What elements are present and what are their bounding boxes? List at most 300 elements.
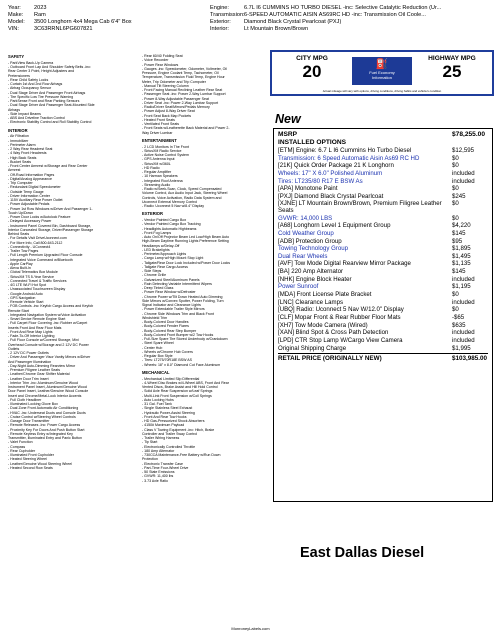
- equipment-item: - GPS Navigation: [8, 295, 36, 300]
- equipment-item: - Headlights Automatic Highbeams: [142, 226, 197, 231]
- option-description: Cold Weather Group: [278, 229, 334, 237]
- equipment-item: - Tires: LT275/70R18E BSW AS: [142, 358, 193, 363]
- equipment-item: - Part-Time Four-Wheel Drive: [142, 465, 189, 470]
- option-description: [ETM] Engine: 6.7 L I6 Cummins Ho Turbo Diesel: [278, 147, 412, 154]
- equipment-item: - Full Floor Console w/Covered Storage, Mini: [8, 338, 79, 343]
- equipment-item: - 180 Amp Alternator: [142, 448, 175, 453]
- option-price: $0: [452, 291, 459, 299]
- equipment-item: - Electronically Controlled Throttle: [142, 444, 196, 449]
- equipment-item: - Integrated Roof Antenna: [142, 178, 183, 183]
- equipment-item: - Bucket Seats: [8, 159, 32, 164]
- option-price: $145: [452, 229, 466, 237]
- year-value: 2023: [34, 5, 47, 11]
- option-description: [XJNE] LT Mountain Brown/Brown, Premium Filigree Leather Seats: [278, 200, 442, 214]
- equipment-item: - Leather/Genuine Wood Steering Wheel: [8, 461, 73, 466]
- options-table: [278, 132, 488, 364]
- equipment-item: - Power 1st Row Windows w/Driver And Passenger 1-: [8, 206, 93, 211]
- vehicle-identity: [8, 5, 198, 33]
- equipment-item: Side Mirrors w/Convex Spotter, Power Folding, Turn: [142, 298, 224, 303]
- equipment-item: - Body-Colored Front Bumper w/2 Tow Hooks: [142, 332, 214, 337]
- equipment-item: - Manual Tilt Steering Column: [142, 83, 189, 88]
- mpg-footnote: Actual mileage will vary with options, driving conditions, driving habits and vehicle's condition: [322, 89, 442, 93]
- equipment-item: - Center Hub: [142, 345, 163, 350]
- equipment-item: - SiriusXM Radio Service: [142, 148, 182, 153]
- option-price: included: [452, 177, 475, 185]
- standard-equipment-column-2: [142, 54, 266, 599]
- equipment-item: Interior Concealed Storage, Driver/Passenger Storage: [8, 227, 94, 232]
- equipment-item: - Auto On/Off Projector Beam Led Low/High Beam Auto: [142, 235, 230, 239]
- equipment-item: Temperature, Transmission Fluid Temp, Engine Hour: [142, 75, 225, 80]
- option-price: $1,895: [452, 245, 471, 253]
- make-value: Ram: [34, 12, 46, 18]
- exterior-row: [210, 19, 500, 26]
- option-row: [278, 201, 488, 215]
- option-price: $1,495: [452, 252, 471, 260]
- equipment-item: - Global Telematics Box Module: [8, 270, 58, 275]
- equipment-item: - Passenger Seat -inc: Power 2-Way Lumbar Support: [142, 92, 226, 97]
- equipment-item: Meter, Trip Odometer and Trip Computer: [142, 79, 206, 84]
- equipment-item: - ParkSense Front and Rear Parking Sensors: [8, 99, 80, 103]
- option-description: [ADB] Protection Group: [278, 237, 342, 245]
- city-mpg-value: 20: [302, 62, 322, 81]
- equipment-item: - Fade-To-Off Interior Lighting: [8, 334, 55, 338]
- option-description: [XH7] Tow Mode Camera (Wired): [278, 321, 368, 329]
- equipment-item: - Radio/Driver Seat/Mirrors/Pedals Memory: [142, 105, 210, 109]
- exterior-value: Diamond Black Crystal Pearlcoat (PXJ): [244, 19, 342, 25]
- city-mpg: [277, 55, 347, 81]
- vehicle-specs: [210, 5, 500, 33]
- equipment-item: - ABS And Driveline Traction Control: [8, 116, 65, 120]
- equipment-item: - Valet Function: [8, 440, 33, 445]
- equipment-item: Inserts Front And Rear Floor Mats: [8, 325, 62, 330]
- fuel-economy-badge-line1: Fuel Economy: [369, 70, 395, 75]
- equipment-item: - Trailer Tow Pages: [8, 249, 39, 253]
- equipment-item: - Immobilizer: [8, 138, 29, 143]
- option-description: [XAN] Blind Spot & Cross Path Detection: [278, 329, 389, 337]
- equipment-item: Protection: [142, 457, 158, 462]
- equipment-item: - Driver Seat -inc: Power 2-Way Lumbar Support: [142, 100, 219, 105]
- option-price: $4,220: [452, 222, 471, 230]
- equipment-item: - Deep Tinted Glass: [142, 286, 174, 290]
- equipment-item: - Heated Front Seats: [142, 117, 175, 122]
- equipment-item: - 4 Way Front Headrests: [8, 151, 47, 156]
- equipment-item: Transmitter, Illuminated Entry and Panic Button: [8, 436, 82, 440]
- equipment-item: - Power Adjustable Pedals: [8, 202, 50, 207]
- option-price: $0: [452, 306, 459, 314]
- equipment-item: - FOB Controls -inc: Keyfob Cargo Access and Keyfob: [8, 304, 94, 309]
- equipment-item: Vented Discs, Brake Assist and Hill Hold Control: [142, 385, 218, 389]
- equipment-item: - Curtain 1st And 2nd Row Airbags: [8, 82, 63, 86]
- equipment-item: - Side Steps: [142, 269, 162, 273]
- option-description: [AVF] Tow Mode Digital Rearview Mirror Package: [278, 260, 411, 268]
- option-price: $145: [452, 268, 466, 276]
- equipment-item: Outlets: [8, 346, 20, 351]
- equipment-item: - Front Facing Manual Reclining Leather Rear Seat: [142, 88, 223, 92]
- equipment-item: - Hydraulic Power-Assist Steering: [142, 410, 195, 415]
- equipment-item: - 4-Wheel Disc Brakes w/4-Wheel ABS, Front And Rear: [142, 380, 229, 385]
- option-price: -$65: [452, 313, 465, 321]
- equipment-item: - Front Fog Lamps: [142, 230, 172, 235]
- option-description: [MDA] Front License Plate Bracket: [278, 291, 372, 299]
- equipment-item: - Apple CarPlay: [8, 261, 33, 266]
- equipment-item: - Voice Recorder: [142, 58, 169, 63]
- option-price: $1,135: [452, 260, 471, 268]
- interior-row: [210, 26, 500, 33]
- equipment-item: - 730CCA Maintenance-Free Battery w/Run Down: [142, 453, 221, 457]
- model-row: [8, 19, 198, 26]
- equipment-item: - Airbag Occupancy Sensor: [8, 86, 52, 91]
- vin-value: 3C63RRNL6PG607821: [34, 26, 93, 32]
- option-description: Transmission: 6 Speed Automatic Aisin As69 RC HD: [278, 154, 420, 162]
- equipment-item: - Integrated Navigation System w/Voice Activation: [8, 312, 87, 317]
- equipment-item: - 2 LCD Monitors In The Front: [142, 144, 190, 149]
- retail-price-label: RETAIL PRICE (ORIGINALLY NEW): [278, 354, 450, 364]
- equipment-item: - Multi-Link Front Suspension w/Coil Springs: [142, 393, 212, 398]
- equipment-item: - Mechanical Limited Slip Differential: [142, 376, 200, 381]
- equipment-item: - Integrated Voice Command w/Bluetooth: [8, 257, 73, 262]
- equipment-item: - Redundant Digital Speedometer: [8, 185, 61, 190]
- model-label: Model:: [8, 19, 25, 25]
- equipment-item: - Tailgate/Rear Door Lock Included w/Power Door Locks: [142, 260, 231, 265]
- equipment-item: - Active Noise Control System: [142, 153, 189, 157]
- equipment-item: - Power Door Locks w/Autolock Feature: [8, 215, 71, 219]
- equipment-item: - Front Seat Back Map Pockets: [142, 113, 192, 118]
- fuel-economy-badge: [352, 57, 412, 85]
- equipment-item: - 3.73 Axle Ratio: [142, 478, 169, 483]
- equipment-item: - Heated Second Row Seats: [8, 465, 53, 470]
- equipment-item: - Heated Steering Wheel: [8, 457, 47, 462]
- option-price: included: [452, 298, 475, 306]
- option-description: Towing Technology Group: [278, 245, 349, 253]
- equipment-item: - Outside Temp Gauge: [8, 189, 44, 194]
- equipment-item: - Tip Start: [142, 440, 158, 445]
- option-price: $635: [452, 321, 466, 329]
- equipment-item: - Body-Colored Fender Flares: [142, 324, 189, 329]
- year-label: Year:: [8, 5, 21, 11]
- section-title: INTERIOR: [8, 127, 28, 133]
- make-label: Make:: [8, 12, 24, 18]
- equipment-item: - SiriusXM w/360L: [142, 161, 171, 166]
- transmission-value: 6-SPEED AUTOMATIC AISIN AS69RC HD -inc: Transmission Oil Coole...: [244, 12, 426, 18]
- model-value: 3500 Longhorn 4x4 Mega Cab 6'4" Box: [34, 19, 132, 25]
- equipment-item: - Trailer Wiring Harness: [142, 436, 180, 440]
- condition-label: New: [275, 112, 301, 126]
- gas-pump-icon: ⛽: [375, 59, 389, 70]
- equipment-item: - 4150# Maximum Payload: [142, 423, 185, 428]
- section-spacer: [8, 470, 132, 473]
- equipment-item: Controller and Trailer Sway Control: [142, 431, 198, 436]
- equipment-item: - Cargo Lamp w/High Mount Stop Light: [142, 256, 204, 261]
- equipment-item: - For More Info, Call 800-643-2112: [8, 240, 63, 245]
- equipment-item: - Cruise Control w/Steering Wheel Controls: [8, 414, 76, 419]
- equipment-item: Touch Up/Down: [8, 210, 34, 215]
- option-description: [CLF] Mopar Front & Rear Rubber Floor Mats: [278, 313, 401, 321]
- equipment-item: - Unassociated Touchscreen Display: [8, 287, 66, 292]
- section-title: MECHANICAL: [142, 369, 170, 375]
- equipment-item: - Alexa Built-In: [8, 266, 31, 270]
- equipment-item: - Google Android Auto: [8, 291, 43, 296]
- section-title: ENTERTAINMENT: [142, 137, 177, 143]
- equipment-item: - Body-Colored Rear Step Bumper: [142, 328, 197, 333]
- equipment-item: - Auto Locking Hubs: [142, 397, 174, 402]
- equipment-item: - Front Center Armrest w/Storage and Rear Center: [8, 164, 88, 168]
- option-price: $0: [452, 185, 459, 193]
- equipment-item: - Chrome Power w/Tilt Down Heated Auto Dimming: [142, 294, 223, 299]
- equipment-item: - Full Cloth Headliner: [8, 397, 42, 402]
- section-title: EXTERIOR: [142, 211, 163, 217]
- equipment-item: - ParkView Back-Up Camera: [8, 60, 54, 65]
- equipment-item: - Regular Box Style: [142, 354, 173, 358]
- equipment-item: Pretensioners: [8, 73, 30, 78]
- option-description: [A68] Longhorn Level 1 Equipment Group: [278, 222, 391, 230]
- equipment-item: - Wheels w/Chrome Hub Covers: [142, 349, 193, 354]
- equipment-item: - Electronic Transfer Case: [142, 461, 184, 466]
- vin-label: VIN:: [8, 26, 19, 32]
- equipment-item: - Rear Child Safety Locks: [8, 77, 49, 82]
- equipment-item: - Power Rear Windows: [142, 62, 179, 67]
- equipment-item: - Driver And Passenger Visor Vanity Mirrors w/Driver: [8, 355, 91, 360]
- equipment-item: - Steel Spare Wheel: [142, 341, 174, 346]
- equipment-item: - Off-Road Information Pages: [8, 172, 55, 177]
- equipment-item: - Tailgate Rear Cargo Access: [142, 264, 188, 269]
- equipment-item: - Trip Computer: [8, 181, 33, 185]
- equipment-item: Way Driver Lumbar: [142, 130, 173, 135]
- equipment-item: - 2 12V DC Power Outlets: [8, 351, 49, 355]
- equipment-item: - Wheels: 18" x 8.0" Diamond Cut Face Aluminum: [142, 362, 221, 367]
- installed-options-box: [273, 128, 493, 502]
- engine-label: Engine:: [210, 5, 229, 11]
- equipment-item: - Radio: Uconnect 5 Nav w/8.4" Display: [142, 204, 204, 208]
- equipment-item: - Garage Door Transmitter: [8, 419, 50, 423]
- option-price: included: [452, 329, 475, 337]
- equipment-item: - For Details Visit DriveUconnect.com: [8, 236, 67, 241]
- equipment-item: Controls, Voice Activation, Radio Data System and: [142, 195, 222, 200]
- fuel-economy-box: [270, 50, 494, 96]
- option-description: [PXJ] Diamond Black Crystal Pearlcoat: [278, 192, 384, 200]
- equipment-item: - Connected Travel & Traffic Services: [8, 278, 67, 283]
- vin-row: [8, 26, 198, 33]
- equipment-item: - Driver Information Center: [8, 193, 50, 198]
- equipment-item: - Front And Rear Map Lights: [8, 329, 53, 334]
- equipment-item: - Rain Detecting Variable Intermittent Wipers: [142, 281, 212, 286]
- equipment-item: - Power Adjust 8-Way Driver Seat: [142, 109, 195, 114]
- option-price: $0: [452, 214, 459, 222]
- equipment-item: - Full-Size Spare Tire Stored Underbody w/Crankdown: [142, 337, 228, 341]
- option-price: $0: [452, 162, 459, 170]
- equipment-item: Insert and Chrome/Metal-Look Interior Accents: [8, 393, 82, 398]
- equipment-item: - Rear 60/40 Folding Seat: [142, 54, 183, 58]
- msrp-label: MSRP: [278, 131, 298, 138]
- equipment-item: - HVAC -inc: Underseat Ducts and Console Ducts: [8, 410, 86, 415]
- equipment-item: - Remote Keyless Entry w/Integrated Key: [8, 431, 73, 436]
- option-price: included: [452, 169, 475, 177]
- engine-value: 6.7L I6 CUMMINS HO TURBO DIESEL -inc: Selective Catalytic Reduction (Ur...: [244, 5, 442, 11]
- option-price: $1,995: [452, 344, 471, 352]
- equipment-item: - Interior Trim -inc: Aluminum/Genuine Wood: [8, 380, 78, 385]
- equipment-item: - Instrument Panel Covered Bin, Dashboard Storage,: [8, 223, 92, 228]
- equipment-item: High-Beam Daytime Running Lights Preference Setting: [142, 239, 229, 244]
- option-description: Tires: LT235/80 R17 E BSW As: [278, 177, 363, 185]
- equipment-item: - Galvanized Steel/Aluminum Panels: [142, 277, 200, 282]
- equipment-item: - Illuminated Front Cupholder: [8, 453, 54, 457]
- equipment-item: - Perimeter Alarm: [8, 142, 36, 147]
- equipment-item: - GVWR: 11,400 lbs: [142, 474, 174, 479]
- equipment-item: - HD Radio: [142, 165, 160, 170]
- equipment-item: - Remote Releases -Inc: Power Cargo Access: [8, 423, 81, 428]
- option-description: [BA] 220 Amp Alternator: [278, 268, 344, 276]
- equipment-item: - Vendor Painted Cargo Box: [142, 218, 187, 222]
- equipment-item: - Electronic Stability Control and Roll Stability Control: [8, 120, 92, 125]
- equipment-item: - 115V Auxiliary Rear Power Outlet: [8, 198, 63, 202]
- transmission-label: Transmission:: [210, 12, 245, 18]
- equipment-item: - Full Carpet Floor Covering -inc: Rubber w/Carpet: [8, 321, 88, 326]
- equipment-item: - Dual Stage Driver And Passenger Seat-Mounted Side: [8, 103, 95, 108]
- equipment-item: Airbags: [8, 107, 21, 112]
- equipment-item: - Tire Specific Low Tire Pressure Warning: [8, 94, 74, 99]
- equipment-item: - Digital/Analog Appearance: [8, 176, 52, 181]
- city-mpg-label: CITY MPG: [296, 55, 328, 62]
- equipment-item: - Ventilated Front Seats: [142, 122, 180, 126]
- option-description: Power Sunroof: [278, 283, 319, 291]
- equipment-item: - Streaming Audio: [142, 182, 171, 187]
- option-description: [UBQ] Radio: Uconnect 5 Nav W/12.0" Display: [278, 306, 404, 314]
- option-description: [21K] Quick Order Package 21 K Longhorn: [278, 162, 394, 170]
- section-spacer: [142, 483, 266, 486]
- equipment-item: - HD Gas-Pressurized Shock Absorbers: [142, 419, 205, 423]
- equipment-item: - Dual Stage Driver And Passenger Front Airbags: [8, 90, 86, 95]
- equipment-item: - Outboard Front Lap And Shoulder Safety Belts -inc:: [8, 65, 92, 69]
- engine-row: [210, 5, 500, 12]
- equipment-item: Door Panel Insert, Leather/Genuine Wood Console: [8, 389, 89, 394]
- equipment-item: - Power Extendable Trailer Style Mirrors: [142, 307, 205, 312]
- highway-mpg-value: 25: [442, 62, 462, 81]
- equipment-item: - Delayed Accessory Power: [8, 219, 52, 224]
- equipment-item: Overhead Console w/Storage and 2 12V DC Power: [8, 342, 89, 347]
- make-row: [8, 12, 198, 19]
- option-price: $95: [452, 237, 463, 245]
- retail-price-row: [278, 354, 488, 364]
- equipment-item: - Dual Zone Front Automatic Air Conditioning: [8, 406, 79, 411]
- equipment-item: - Front And Rear Tow Hooks: [142, 414, 187, 419]
- option-price: $0: [452, 200, 459, 208]
- equipment-item: Instrument Panel Insert, Aluminum/Genuine Wood: [8, 385, 87, 389]
- equipment-item: - Gauges -inc: Speedometer, Odometer, Voltmeter, Oil: [142, 66, 227, 71]
- equipment-item: - Air Filtration: [8, 134, 29, 139]
- highway-mpg: [417, 55, 487, 81]
- equipment-item: Behind Seats: [8, 232, 30, 236]
- equipment-item: - Front Seats w/Leatherette Back Material and Power 2-: [142, 126, 230, 131]
- equipment-item: - Radio w/Seek-Scan, Clock, Speed Compensated: [142, 187, 222, 191]
- option-description: GVWR: 14,000 LBS: [278, 214, 333, 222]
- equipment-item: - Leather/Chrome Gear Shifter Material: [8, 372, 70, 377]
- equipment-item: - Day-Night Auto-Dimming Rearview Mirror: [8, 363, 76, 368]
- exterior-label: Exterior:: [210, 19, 231, 25]
- option-row: [278, 346, 488, 354]
- equipment-item: - LED Brakelights: [142, 247, 170, 252]
- equipment-item: - Perimeter/Approach Lights: [142, 252, 187, 256]
- option-description: Dual Rear Wheels: [278, 252, 328, 260]
- equipment-item: Armrest: [8, 168, 21, 173]
- option-description: Wheels: 17" X 6.0" Polished Aluminum: [278, 169, 383, 177]
- year-row: [8, 5, 198, 12]
- equipment-item: - 4G LTE Wi-Fi Hot Spot: [8, 283, 47, 287]
- equipment-item: - Leather Door Trim Insert: [8, 376, 49, 381]
- equipment-item: - Proximity Key For Doors And Push Button Start: [8, 427, 85, 432]
- equipment-item: - Power 8-Way Adjustable Passenger Seat: [142, 96, 209, 101]
- msrp-value: $78,255.00: [452, 131, 486, 138]
- option-description: Original Shipping Charge: [278, 344, 347, 352]
- equipment-item: Uconnect External Memory Control: [142, 199, 198, 204]
- equipment-item: - Solid Axle Rear Suspension w/Leaf Springs: [142, 389, 213, 394]
- equipment-item: Signal Indicator and Clearance Lights: [142, 303, 201, 307]
- equipment-item: - Full Length Premium Upgraded Floor Console: [8, 253, 83, 258]
- equipment-item: - High Back Seats: [8, 155, 37, 160]
- equipment-item: Remote Start: [8, 308, 29, 313]
- equipment-item: - Body-Colored Door Handles: [142, 320, 189, 324]
- equipment-item: - Class V Towing Equipment -inc: Hitch, Brake: [142, 427, 215, 432]
- equipment-item: - GPS Antenna Input: [142, 157, 175, 162]
- option-price: included: [452, 275, 475, 283]
- equipment-item: - Regular Amplifier: [142, 170, 172, 174]
- equipment-item: - Single Stainless Steel Exhaust: [142, 406, 193, 411]
- equipment-item: - Chrome Grille: [142, 273, 167, 278]
- equipment-item: - Illuminated Locking Glove Box: [8, 402, 58, 406]
- footer-brand: MonroneyLabels.com: [231, 626, 270, 631]
- interior-label: Interior:: [210, 26, 229, 32]
- option-description: [LPD] CTR Stop Lamp W/Cargo View Camera: [278, 336, 403, 344]
- equipment-item: Volume Control, Aux Audio Input Jack, Steering Wheel: [142, 191, 228, 196]
- dealer-name: East Dallas Diesel: [300, 545, 425, 561]
- equipment-item: - Vendor Painted Cargo Box Tracking: [142, 222, 201, 227]
- option-description: [NHK] Engine Block Heater: [278, 275, 352, 283]
- option-description: [APA] Monotone Paint: [278, 185, 338, 193]
- equipment-item: - SiriusXM TS 5-Year Service: [8, 274, 54, 279]
- highway-mpg-label: HIGHWAY MPG: [428, 55, 476, 62]
- equipment-item: Headlamps w/Delay-Off: [142, 243, 180, 248]
- equipment-item: - Remote Vehicle Start: [8, 300, 44, 304]
- installed-options-heading: INSTALLED OPTIONS: [278, 138, 347, 146]
- equipment-item: - Rear Cupholder: [8, 448, 36, 453]
- equipment-item: Rear Center 3 Point, Height Adjusters and: [8, 69, 75, 74]
- equipment-item: Windshield Trim: [142, 315, 168, 320]
- option-price: included: [452, 336, 475, 344]
- equipment-item: - 50 State Emissions: [142, 470, 175, 474]
- equipment-item: - Smart Device Remote Engine Start: [8, 317, 66, 321]
- option-price: $1,195: [452, 283, 471, 291]
- equipment-item: - Chrome Side Windows Trim and Black Front: [142, 311, 214, 316]
- equipment-item: And Passenger Illumination: [8, 359, 52, 364]
- option-price: $12,595: [452, 147, 475, 154]
- fuel-economy-badge-line2: Information: [371, 75, 392, 80]
- option-price: $245: [452, 192, 466, 200]
- option-price: $0: [452, 154, 459, 162]
- transmission-row: [210, 12, 500, 19]
- standard-equipment-column-1: [8, 54, 132, 624]
- retail-price-value: $103,985.00: [452, 355, 488, 363]
- equipment-item: - Connectivity - UConnect4: [8, 244, 51, 249]
- equipment-item: Pressure, Engine Coolant Temp, Tachometer, Oil: [142, 71, 219, 75]
- option-description: [LNC] Clearance Lamps: [278, 298, 344, 306]
- equipment-item: - 31 Gal. Fuel Tank: [142, 402, 172, 406]
- interior-value: Lt Mountain Brown/Brown: [244, 26, 309, 32]
- equipment-item: - 2 Way Rear Headrest Seat: [8, 147, 53, 151]
- vehicle-header: [4, 3, 497, 43]
- equipment-item: - 10 Harman Speakers: [142, 174, 178, 179]
- equipment-item: - Premium Filigree Leather Seats: [8, 368, 61, 372]
- equipment-item: - Compass: [8, 444, 26, 449]
- equipment-item: - Power Rear Window w/Defroster: [142, 290, 196, 295]
- equipment-item: - Side Impact Beams: [8, 111, 41, 116]
